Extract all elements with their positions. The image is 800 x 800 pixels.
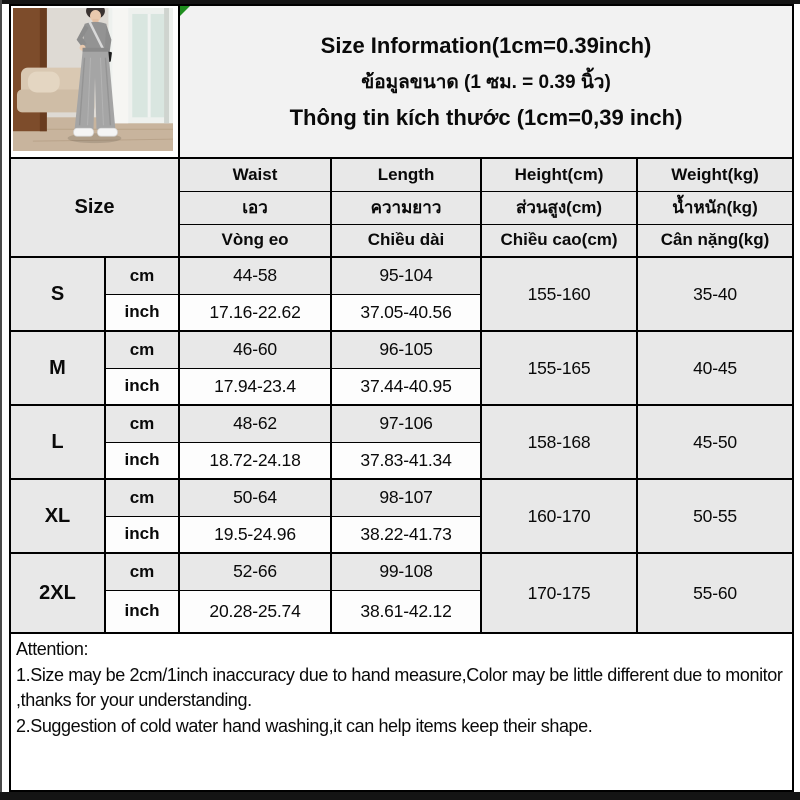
header-waist-vi: Vòng eo (179, 224, 331, 257)
unit-inch: inch (105, 294, 179, 331)
cell-m-waist-inch: 17.94-23.4 (179, 368, 331, 405)
table-row (10, 405, 793, 442)
title-vietnamese: Thông tin kích thước (1cm=0,39 inch) (289, 104, 683, 130)
cell-l-height: 158-168 (481, 405, 637, 479)
cell-xl-weight: 50-55 (637, 479, 793, 553)
unit-cm: cm (105, 331, 179, 368)
cell-s-waist-inch: 17.16-22.62 (179, 294, 331, 331)
title-cell (179, 5, 793, 158)
header-height-vi: Chiều cao(cm) (481, 224, 637, 257)
header-waist-th: เอว (179, 191, 331, 224)
title-english: Size Information(1cm=0.39inch) (320, 32, 652, 58)
attention-note-2: 2.Suggestion of cold water hand washing,it can help items keep their shape. (16, 715, 593, 736)
cell-l-weight: 45-50 (637, 405, 793, 479)
cell-2xl-height: 170-175 (481, 553, 637, 633)
header-weight-th: น้ำหนัก(kg) (637, 191, 793, 224)
cell-2xl-waist-inch: 20.28-25.74 (179, 590, 331, 633)
table-row (10, 479, 793, 516)
cell-xl-length-inch: 38.22-41.73 (331, 516, 481, 553)
cell-m-height: 155-165 (481, 331, 637, 405)
cell-xl-waist-cm: 50-64 (179, 479, 331, 516)
size-table (9, 4, 794, 792)
unit-inch: inch (105, 516, 179, 553)
cell-m-length-inch: 37.44-40.95 (331, 368, 481, 405)
cell-m-length-cm: 96-105 (331, 331, 481, 368)
cell-s-height: 155-160 (481, 257, 637, 331)
attention-heading: Attention: (16, 639, 89, 660)
cell-2xl-weight: 55-60 (637, 553, 793, 633)
header-length-vi: Chiều dài (331, 224, 481, 257)
header-waist-en: Waist (179, 158, 331, 191)
cell-xl-waist-inch: 19.5-24.96 (179, 516, 331, 553)
header-height-en: Height(cm) (481, 158, 637, 191)
header-length-th: ความยาว (331, 191, 481, 224)
header-weight-en: Weight(kg) (637, 158, 793, 191)
attention-box (10, 633, 793, 791)
cell-s-length-inch: 37.05-40.56 (331, 294, 481, 331)
unit-inch: inch (105, 442, 179, 479)
header-height-th: ส่วนสูง(cm) (481, 191, 637, 224)
size-cell-2xl: 2XL (10, 553, 105, 633)
unit-cm: cm (105, 405, 179, 442)
table-row (10, 257, 793, 294)
attention-note-1: 1.Size may be 2cm/1inch inaccuracy due to hand measure,Color may be little different due to monitor ,thanks for your understanding. (16, 664, 783, 711)
unit-cm: cm (105, 479, 179, 516)
left-border-line (0, 0, 2, 800)
cell-m-waist-cm: 46-60 (179, 331, 331, 368)
bottom-border-bar (0, 792, 800, 800)
cell-s-waist-cm: 44-58 (179, 257, 331, 294)
size-cell-s: S (10, 257, 105, 331)
unit-cm: cm (105, 553, 179, 590)
unit-inch: inch (105, 368, 179, 405)
cell-2xl-length-cm: 99-108 (331, 553, 481, 590)
cell-s-weight: 35-40 (637, 257, 793, 331)
cell-s-length-cm: 95-104 (331, 257, 481, 294)
cell-xl-length-cm: 98-107 (331, 479, 481, 516)
cell-l-waist-cm: 48-62 (179, 405, 331, 442)
unit-cm: cm (105, 257, 179, 294)
size-cell-m: M (10, 331, 105, 405)
green-corner-marker-icon (180, 6, 190, 16)
header-length-en: Length (331, 158, 481, 191)
title-thai: ข้อมูลขนาด (1 ซม. = 0.39 นิ้ว) (361, 71, 611, 93)
header-size: Size (10, 158, 179, 257)
product-photo-cell (10, 5, 179, 158)
cell-2xl-length-inch: 38.61-42.12 (331, 590, 481, 633)
cell-l-length-cm: 97-106 (331, 405, 481, 442)
size-cell-l: L (10, 405, 105, 479)
product-photo (13, 8, 173, 151)
size-cell-xl: XL (10, 479, 105, 553)
cell-l-length-inch: 37.83-41.34 (331, 442, 481, 479)
cell-l-waist-inch: 18.72-24.18 (179, 442, 331, 479)
unit-inch: inch (105, 590, 179, 633)
table-row (10, 331, 793, 368)
table-row (10, 553, 793, 590)
cell-xl-height: 160-170 (481, 479, 637, 553)
header-weight-vi: Cân nặng(kg) (637, 224, 793, 257)
cell-2xl-waist-cm: 52-66 (179, 553, 331, 590)
cell-m-weight: 40-45 (637, 331, 793, 405)
